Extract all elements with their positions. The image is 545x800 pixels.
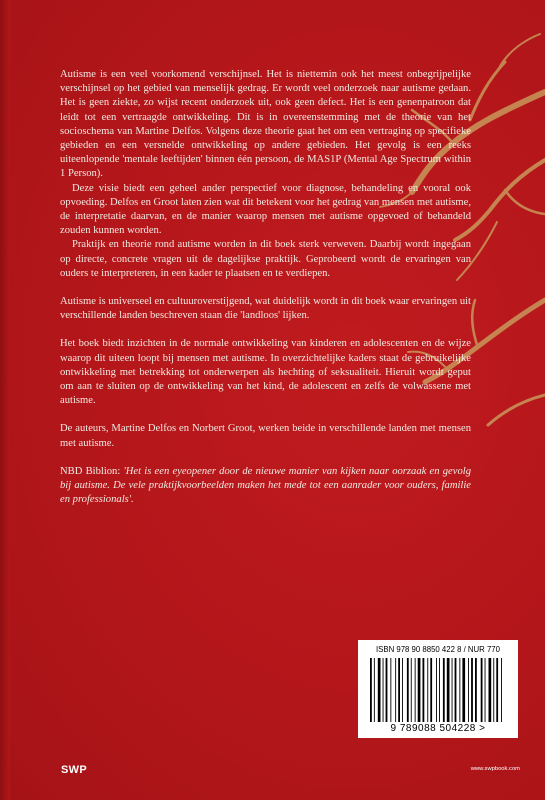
review-quote-block bbox=[60, 465, 471, 508]
barcode-panel bbox=[358, 640, 518, 738]
publisher-logo: SWP bbox=[61, 764, 87, 776]
website-link[interactable]: www.swpbook.com bbox=[470, 766, 520, 772]
blurb-paragraph-4: Autisme is universeel en cultuuroverstijgend, wat duidelijk wordt in dit boek waar ervaringen uit verschillende landen beschreven staan die 'landloos' lijken. bbox=[60, 296, 471, 322]
barcode-bars bbox=[368, 658, 508, 724]
blurb-paragraph-3: Praktijk en theorie rond autisme worden in dit boek sterk verweven. Daarbij wordt ingegaan op directe, concrete vragen uit de dagelijkse praktijk. Geprobeerd wordt de ervaringen van ouders te interpreteren, in een kader te plaatsen en te verdiepen. bbox=[60, 239, 471, 279]
blurb-paragraph-1: Autisme is een veel voorkomend verschijnsel. Het is niettemin ook het meest onbegrijpelijke verschijnsel op het gebied van menselijk gedrag. Er wordt veel onderzoek naar autisme gedaan. Het is geen ziekte, zo wijst recent onderzoek uit, ook geen defect. Het is een genenpatroon dat leidt tot een vertraagde ontwikkeling. Dit is in overeenstemming met de theorie van het socioschema van Martine Delfos. Volgens deze theorie gaat het om een vertraging op specifieke gebieden en een versnelde ontwikkeling op andere gebieden. Het gevolg is een reeks uiteenlopende 'mentale leeftijden' binnen één persoon, de MAS1P (Mental Age Spectrum within 1 Person). bbox=[60, 69, 471, 180]
blurb-paragraph-6: De auteurs, Martine Delfos en Norbert Groot, werken beide in verschillende landen met mensen met autisme. bbox=[60, 423, 471, 449]
blurb-paragraph-2: Deze visie biedt een geheel ander perspectief voor diagnose, behandeling en vooral ook opvoeding. Delfos en Groot laten zien wat dit betekent voor het gedrag van mensen met autisme, de interpretatie daarvan, en de manier waarop mensen met autisme opgevoed of behandeld zouden kunnen worden. bbox=[60, 182, 471, 237]
isbn-line: ISBN 978 90 8850 422 8 / NUR 770 bbox=[376, 645, 500, 654]
blurb-paragraph-5: Het boek biedt inzichten in de normale ontwikkeling van kinderen en adolescenten en de wijze waarop dit uiteen loopt bij mensen met autisme. In overzichtelijke kaders staat de gebruikelijke ontwikkeling met betrekking tot onderwerpen als hechting of seksualiteit. Hieruit wordt geput om aan te sluiten op de ontwikkeling van het kind, de adolescent en zelfs de volwassene met autisme. bbox=[60, 338, 471, 407]
blurb-text bbox=[60, 68, 471, 507]
barcode-digits: 9 789088 504228 > bbox=[390, 723, 486, 734]
review-source: NBD Biblion: bbox=[60, 465, 121, 477]
review-quote: 'Het is een eyeopener door de nieuwe manier van kijken naar oorzaak en gevolg bij autisme. De vele praktijkvoorbeelden maken het mede tot een aanrader voor ouders, familie en professionals'. bbox=[60, 465, 471, 506]
